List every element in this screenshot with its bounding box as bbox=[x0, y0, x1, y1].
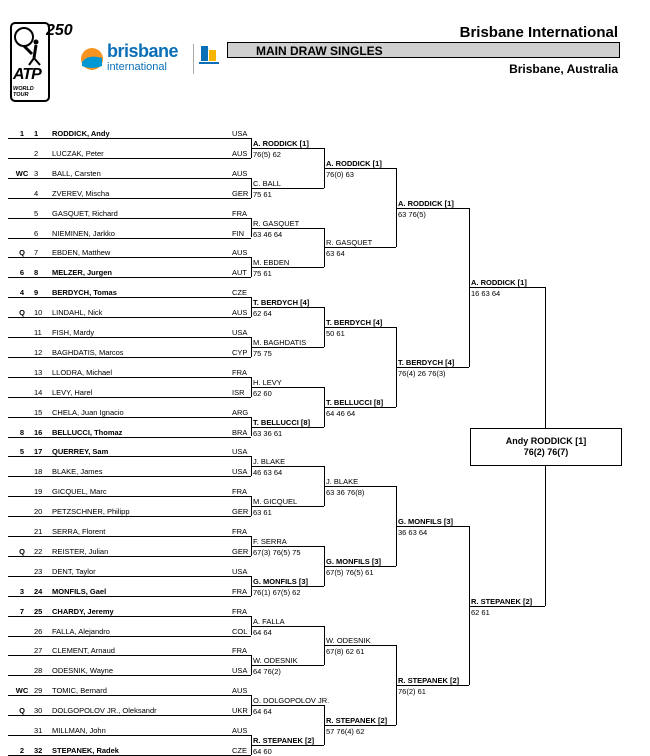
player-name: PETZSCHNER, Philipp bbox=[52, 507, 130, 517]
player-name: LLODRA, Michael bbox=[52, 367, 113, 377]
sponsor-wave-icon bbox=[80, 46, 104, 72]
player-number: 17 bbox=[34, 447, 43, 457]
player-number: 3 bbox=[34, 168, 39, 178]
winner-name: T. BERDYCH [4] bbox=[253, 298, 310, 308]
player-country: AUS bbox=[232, 168, 248, 178]
player-country: GER bbox=[232, 507, 249, 517]
winner-name: C. BALL bbox=[253, 178, 281, 188]
round4-line bbox=[396, 685, 469, 686]
player-name: ZVEREV, Mischa bbox=[52, 188, 110, 198]
player-number: 25 bbox=[34, 606, 43, 616]
player-seed: WC bbox=[15, 168, 29, 178]
player-number: 6 bbox=[34, 228, 39, 238]
player-seed: WC bbox=[15, 686, 29, 696]
player-name: NIEMINEN, Jarkko bbox=[52, 228, 115, 238]
round1-line bbox=[8, 257, 251, 258]
player-number: 20 bbox=[34, 507, 43, 517]
round2-line bbox=[251, 586, 324, 587]
round1-line bbox=[8, 596, 251, 597]
winner-name: T. BELLUCCI [8] bbox=[253, 417, 311, 427]
round1-line bbox=[8, 218, 251, 219]
winner-name: A. RODDICK [1] bbox=[326, 158, 382, 168]
player-number: 4 bbox=[34, 188, 39, 198]
round1-line bbox=[8, 317, 251, 318]
match-score: 76(4) 26 76(3) bbox=[398, 368, 446, 378]
round4-line bbox=[396, 526, 469, 527]
draw-title: MAIN DRAW SINGLES bbox=[256, 44, 383, 58]
player-name: EBDEN, Matthew bbox=[52, 248, 111, 258]
player-country: USA bbox=[232, 666, 248, 676]
round3-line bbox=[324, 725, 396, 726]
winner-name: J. BLAKE bbox=[326, 477, 359, 487]
match-score: 64 46 64 bbox=[326, 408, 356, 418]
winner-name: G. MONFILS [3] bbox=[398, 517, 453, 527]
player-country: AUS bbox=[232, 308, 248, 318]
round4-line bbox=[396, 367, 469, 368]
final-connector bbox=[545, 287, 546, 428]
player-name: GASQUET, Richard bbox=[52, 208, 118, 218]
round2-line bbox=[251, 347, 324, 348]
winner-name: F. SERRA bbox=[253, 536, 287, 546]
player-country: FRA bbox=[232, 487, 247, 497]
atp-tour-text: WORLD TOUR bbox=[13, 86, 34, 98]
round1-line bbox=[8, 616, 251, 617]
round2-line bbox=[251, 506, 324, 507]
match-score: 62 60 bbox=[253, 388, 272, 398]
round1-line bbox=[8, 476, 251, 477]
round1-line bbox=[8, 377, 251, 378]
round1-line bbox=[8, 277, 251, 278]
player-name: REISTER, Julian bbox=[52, 546, 109, 556]
player-country: FRA bbox=[232, 586, 247, 596]
player-name: DOLGOPOLOV JR., Oleksandr bbox=[52, 706, 157, 716]
player-seed: Q bbox=[19, 248, 25, 258]
round3-line bbox=[324, 247, 396, 248]
winner-name: T. BELLUCCI [8] bbox=[326, 397, 384, 407]
match-score: 75 61 bbox=[253, 269, 272, 279]
match-score: 76(2) 61 bbox=[398, 687, 426, 697]
round5-line bbox=[469, 287, 545, 288]
match-score: 64 64 bbox=[253, 707, 272, 717]
atp-logo bbox=[10, 22, 50, 102]
winner-name: O. DOLGOPOLOV JR. bbox=[253, 696, 330, 706]
round1-line bbox=[8, 576, 251, 577]
round2-line bbox=[251, 188, 324, 189]
player-number: 9 bbox=[34, 288, 39, 298]
sponsor-subname: international bbox=[107, 61, 167, 73]
player-name: BELLUCCI, Thomaz bbox=[52, 427, 123, 437]
round1-line bbox=[8, 397, 251, 398]
round1-line bbox=[8, 675, 251, 676]
player-country: ISR bbox=[232, 387, 245, 397]
round1-line bbox=[8, 337, 251, 338]
match-score: 64 64 bbox=[253, 627, 272, 637]
player-number: 15 bbox=[34, 407, 43, 417]
round1-line bbox=[8, 437, 251, 438]
player-name: BLAKE, James bbox=[52, 467, 103, 477]
player-seed: Q bbox=[19, 308, 25, 318]
match-score: 76(1) 67(5) 62 bbox=[253, 587, 301, 597]
winner-name: R. GASQUET bbox=[326, 238, 373, 248]
player-name: DENT, Taylor bbox=[52, 566, 96, 576]
player-number: 31 bbox=[34, 726, 43, 735]
tennis-player-icon bbox=[12, 24, 48, 66]
round3-line bbox=[324, 407, 396, 408]
player-name: GICQUEL, Marc bbox=[52, 487, 107, 497]
player-number: 12 bbox=[34, 347, 43, 357]
round1-line bbox=[8, 516, 251, 517]
player-number: 30 bbox=[34, 706, 43, 716]
round2-line bbox=[251, 626, 324, 627]
round1-line bbox=[8, 158, 251, 159]
player-country: AUS bbox=[232, 686, 248, 696]
atp-250-label: 250 bbox=[46, 22, 73, 39]
winner-name: J. BLAKE bbox=[253, 457, 286, 467]
winner-name: R. STEPANEK [2] bbox=[326, 716, 388, 726]
player-number: 2 bbox=[34, 148, 39, 158]
round2-line bbox=[251, 546, 324, 547]
player-country: FRA bbox=[232, 367, 247, 377]
player-country: USA bbox=[232, 566, 248, 576]
winner-name: R. STEPANEK [2] bbox=[253, 735, 315, 745]
match-score: 67(5) 76(5) 61 bbox=[326, 567, 374, 577]
player-number: 19 bbox=[34, 487, 43, 497]
sponsor-name: brisbane bbox=[107, 41, 179, 61]
round1-line bbox=[8, 655, 251, 656]
winner-name: R. STEPANEK [2] bbox=[398, 676, 460, 686]
player-name: TOMIC, Bernard bbox=[52, 686, 107, 696]
player-country: CYP bbox=[232, 347, 248, 357]
player-number: 13 bbox=[34, 367, 43, 377]
player-number: 27 bbox=[34, 646, 43, 656]
player-country: USA bbox=[232, 328, 248, 337]
player-seed: 4 bbox=[19, 288, 25, 298]
player-name: SERRA, Florent bbox=[52, 527, 106, 536]
round1-line bbox=[8, 715, 251, 716]
round3-line bbox=[324, 327, 396, 328]
round3-line bbox=[324, 645, 396, 646]
match-score: 67(8) 62 61 bbox=[326, 647, 365, 657]
round1-line bbox=[8, 417, 251, 418]
round2-line bbox=[251, 387, 324, 388]
match-score: 36 63 64 bbox=[398, 528, 428, 538]
round2-line bbox=[251, 665, 324, 666]
player-country: AUS bbox=[232, 148, 248, 158]
player-name: MONFILS, Gael bbox=[52, 586, 107, 596]
player-number: 28 bbox=[34, 666, 43, 676]
winner-name: R. GASQUET bbox=[253, 218, 300, 228]
player-name: CLEMENT, Arnaud bbox=[52, 646, 115, 656]
match-score: 64 60 bbox=[253, 746, 272, 756]
match-score: 16 63 64 bbox=[471, 289, 501, 299]
player-country: COL bbox=[232, 626, 248, 636]
player-country: FRA bbox=[232, 646, 247, 656]
player-name: RODDICK, Andy bbox=[52, 129, 110, 138]
match-score: 46 63 64 bbox=[253, 468, 283, 478]
round1-line bbox=[8, 636, 251, 637]
player-number: 26 bbox=[34, 626, 43, 636]
round2-line bbox=[251, 267, 324, 268]
player-name: MELZER, Jurgen bbox=[52, 268, 113, 278]
champion-name: Andy RODDICK [1] bbox=[505, 436, 587, 446]
player-seed: 1 bbox=[19, 129, 25, 138]
match-score: 62 64 bbox=[253, 309, 272, 319]
draw-banner bbox=[227, 42, 620, 58]
winner-name: R. STEPANEK [2] bbox=[471, 596, 533, 606]
player-number: 32 bbox=[34, 745, 43, 755]
player-number: 14 bbox=[34, 387, 43, 397]
match-score: 62 61 bbox=[471, 607, 490, 617]
winner-name: A. FALLA bbox=[253, 616, 285, 626]
player-name: ODESNIK, Wayne bbox=[52, 666, 113, 676]
player-country: BRA bbox=[232, 427, 248, 437]
champion-box bbox=[470, 428, 622, 466]
round3-line bbox=[324, 486, 396, 487]
player-country: GER bbox=[232, 546, 249, 556]
player-country: USA bbox=[232, 467, 248, 477]
round2-line bbox=[251, 307, 324, 308]
final-connector bbox=[545, 466, 546, 606]
player-number: 7 bbox=[34, 248, 39, 258]
round4-line bbox=[396, 208, 469, 209]
player-name: LUCZAK, Peter bbox=[52, 148, 104, 158]
player-seed: Q bbox=[19, 706, 25, 716]
player-number: 29 bbox=[34, 686, 43, 696]
player-name: FISH, Mardy bbox=[52, 328, 95, 337]
player-name: STEPANEK, Radek bbox=[52, 745, 119, 755]
player-name: LINDAHL, Nick bbox=[52, 308, 103, 318]
player-name: QUERREY, Sam bbox=[52, 447, 109, 457]
champion-score: 76(2) 76(7) bbox=[523, 447, 569, 457]
match-score: 63 64 bbox=[326, 249, 345, 259]
winner-name: A. RODDICK [1] bbox=[253, 138, 309, 148]
player-seed: 5 bbox=[19, 447, 25, 457]
round1-line bbox=[8, 178, 251, 179]
player-country: GER bbox=[232, 188, 249, 198]
winner-name: A. RODDICK [1] bbox=[471, 278, 527, 288]
australian-open-icon bbox=[197, 44, 223, 66]
player-name: FALLA, Alejandro bbox=[52, 626, 110, 636]
sponsor-logo bbox=[80, 41, 184, 74]
player-country: AUT bbox=[232, 268, 247, 278]
winner-name: M. BAGHDATIS bbox=[253, 337, 307, 347]
round1-line bbox=[8, 297, 251, 298]
tournament-location: Brisbane, Australia bbox=[509, 62, 618, 76]
player-number: 23 bbox=[34, 566, 43, 576]
match-score: 67(3) 76(5) 75 bbox=[253, 547, 301, 557]
round2-line bbox=[251, 427, 324, 428]
player-country: FRA bbox=[232, 606, 247, 616]
player-name: CHELA, Juan Ignacio bbox=[52, 407, 124, 417]
tournament-title: Brisbane International bbox=[459, 24, 618, 41]
round2-line bbox=[251, 745, 324, 746]
player-country: USA bbox=[232, 129, 248, 138]
winner-name: W. ODESNIK bbox=[253, 656, 298, 666]
winner-name: M. EBDEN bbox=[253, 258, 290, 268]
winner-name: H. LEVY bbox=[253, 377, 282, 387]
match-score: 64 76(2) bbox=[253, 667, 281, 677]
match-score: 76(0) 63 bbox=[326, 169, 354, 179]
player-number: 22 bbox=[34, 546, 43, 556]
winner-name: W. ODESNIK bbox=[326, 636, 371, 646]
match-score: 63 76(5) bbox=[398, 209, 426, 219]
player-number: 10 bbox=[34, 308, 43, 318]
round3-line bbox=[324, 566, 396, 567]
round1-line bbox=[8, 536, 251, 537]
player-number: 8 bbox=[34, 268, 39, 278]
player-country: CZE bbox=[232, 745, 247, 755]
round1-line bbox=[8, 735, 251, 736]
atp-logo-text: ATP bbox=[13, 66, 41, 83]
match-score: 63 36 76(8) bbox=[326, 488, 365, 498]
player-number: 21 bbox=[34, 527, 43, 536]
player-number: 11 bbox=[34, 328, 42, 337]
round2-line bbox=[251, 466, 324, 467]
player-seed: Q bbox=[19, 546, 25, 556]
player-seed: 6 bbox=[19, 268, 25, 278]
player-name: BAGHDATIS, Marcos bbox=[52, 347, 124, 357]
round1-line bbox=[8, 456, 251, 457]
match-score: 57 76(4) 62 bbox=[326, 727, 365, 737]
player-name: BALL, Carsten bbox=[52, 168, 101, 178]
round1-line bbox=[8, 357, 251, 358]
round1-line bbox=[8, 556, 251, 557]
player-country: USA bbox=[232, 447, 248, 457]
player-seed: 8 bbox=[19, 427, 25, 437]
round2-line bbox=[251, 148, 324, 149]
player-number: 1 bbox=[34, 129, 39, 138]
player-seed: 7 bbox=[19, 606, 25, 616]
player-name: LEVY, Harel bbox=[52, 387, 93, 397]
match-score: 63 61 bbox=[253, 508, 272, 518]
player-country: CZE bbox=[232, 288, 247, 298]
player-country: UKR bbox=[232, 706, 248, 716]
player-country: FRA bbox=[232, 208, 247, 218]
match-score: 63 36 61 bbox=[253, 428, 283, 438]
player-seed: 2 bbox=[19, 745, 25, 755]
winner-name: G. MONFILS [3] bbox=[326, 556, 381, 566]
player-number: 24 bbox=[34, 586, 43, 596]
round2-line bbox=[251, 705, 324, 706]
player-name: CHARDY, Jeremy bbox=[52, 606, 114, 616]
match-score: 75 75 bbox=[253, 348, 272, 358]
match-score: 50 61 bbox=[326, 329, 345, 339]
match-score: 75 61 bbox=[253, 189, 272, 199]
match-score: 76(5) 62 bbox=[253, 149, 281, 159]
winner-name: T. BERDYCH [4] bbox=[326, 318, 383, 328]
player-country: AUS bbox=[232, 726, 248, 735]
player-number: 18 bbox=[34, 467, 43, 477]
australian-open-logo bbox=[193, 44, 222, 74]
winner-name: A. RODDICK [1] bbox=[398, 198, 454, 208]
player-number: 16 bbox=[34, 427, 43, 437]
round3-line bbox=[324, 168, 396, 169]
round5-line bbox=[469, 606, 545, 607]
round1-line bbox=[8, 695, 251, 696]
player-country: FRA bbox=[232, 527, 247, 536]
round1-line bbox=[8, 138, 251, 139]
player-country: AUS bbox=[232, 248, 248, 258]
player-name: BERDYCH, Tomas bbox=[52, 288, 117, 298]
player-number: 5 bbox=[34, 208, 39, 218]
player-country: ARG bbox=[232, 407, 249, 417]
round1-line bbox=[8, 496, 251, 497]
player-country: FIN bbox=[232, 228, 245, 238]
round1-line bbox=[8, 198, 251, 199]
player-name: MILLMAN, John bbox=[52, 726, 106, 735]
winner-name: G. MONFILS [3] bbox=[253, 576, 308, 586]
round2-line bbox=[251, 228, 324, 229]
player-seed: 3 bbox=[19, 586, 25, 596]
match-score: 63 46 64 bbox=[253, 229, 283, 239]
winner-name: M. GICQUEL bbox=[253, 497, 298, 507]
round1-line bbox=[8, 238, 251, 239]
winner-name: T. BERDYCH [4] bbox=[398, 357, 455, 367]
